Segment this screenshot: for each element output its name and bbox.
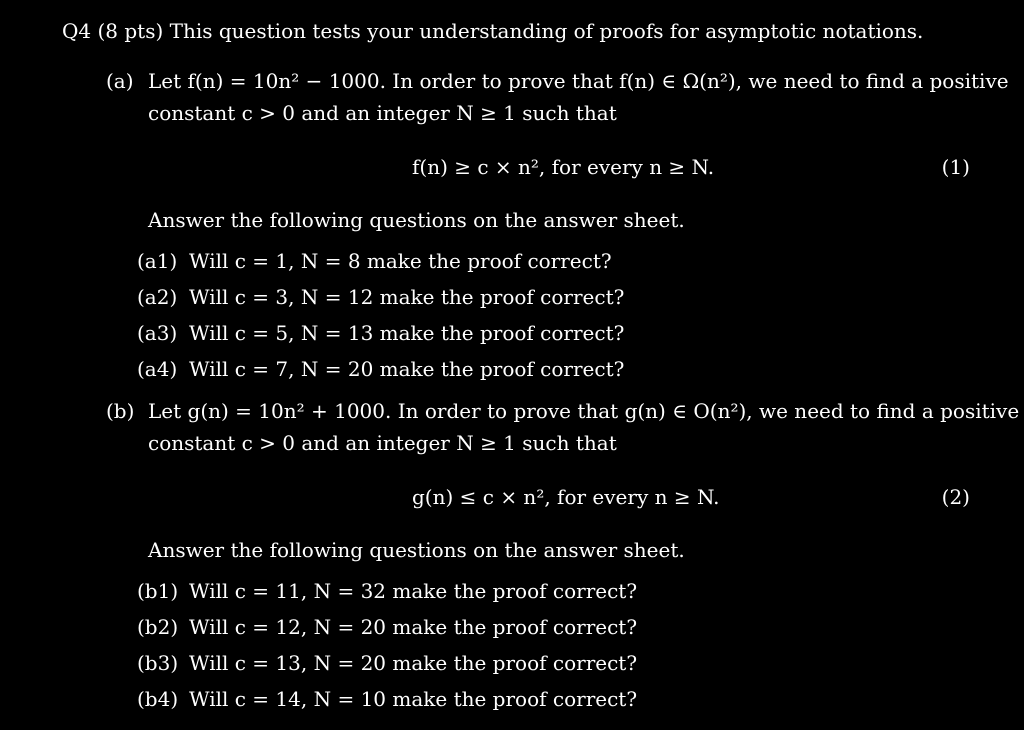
part-b-instruction: Answer the following questions on the answer sheet. [148, 538, 685, 562]
question-b3-text: Will c = 13, N = 20 make the proof correct? [189, 651, 638, 675]
question-b1-label: (b1) [137, 579, 179, 603]
question-b4-text: Will c = 14, N = 10 make the proof correct? [189, 687, 638, 711]
question-a3-label: (a3) [137, 321, 178, 345]
part-b-equation: g(n) ≤ c × n², for every n ≥ N. [412, 485, 720, 509]
equation-number-1: (1) [941, 155, 970, 179]
question-a2-label: (a2) [137, 285, 178, 309]
part-a-equation: f(n) ≥ c × n², for every n ≥ N. [412, 155, 715, 179]
question-b2-text: Will c = 12, N = 20 make the proof correct? [189, 615, 638, 639]
question-a4-label: (a4) [137, 357, 178, 381]
question-b3-label: (b3) [137, 651, 179, 675]
part-a-intro-line1: Let f(n) = 10n² − 1000. In order to prove that f(n) ∈ Ω(n²), we need to find a positive [148, 69, 1009, 93]
part-a-intro-line2: constant c > 0 and an integer N ≥ 1 such that [148, 101, 617, 125]
question-a1-text: Will c = 1, N = 8 make the proof correct? [189, 249, 612, 273]
question-header: Q4 (8 pts) This question tests your understanding of proofs for asymptotic notations. [62, 19, 924, 43]
question-b4-label: (b4) [137, 687, 179, 711]
part-b-label: (b) [106, 399, 135, 423]
part-a-label: (a) [106, 69, 134, 93]
question-a4-text: Will c = 7, N = 20 make the proof correct? [189, 357, 625, 381]
part-a-instruction: Answer the following questions on the answer sheet. [148, 208, 685, 232]
question-a3-text: Will c = 5, N = 13 make the proof correct? [189, 321, 625, 345]
question-a1-label: (a1) [137, 249, 178, 273]
equation-number-2: (2) [941, 485, 970, 509]
part-b-intro-line2: constant c > 0 and an integer N ≥ 1 such that [148, 431, 617, 455]
part-b-intro-line1: Let g(n) = 10n² + 1000. In order to prove that g(n) ∈ O(n²), we need to find a positive [148, 399, 1020, 423]
question-b2-label: (b2) [137, 615, 179, 639]
question-a2-text: Will c = 3, N = 12 make the proof correct? [189, 285, 625, 309]
question-b1-text: Will c = 11, N = 32 make the proof correct? [189, 579, 638, 603]
